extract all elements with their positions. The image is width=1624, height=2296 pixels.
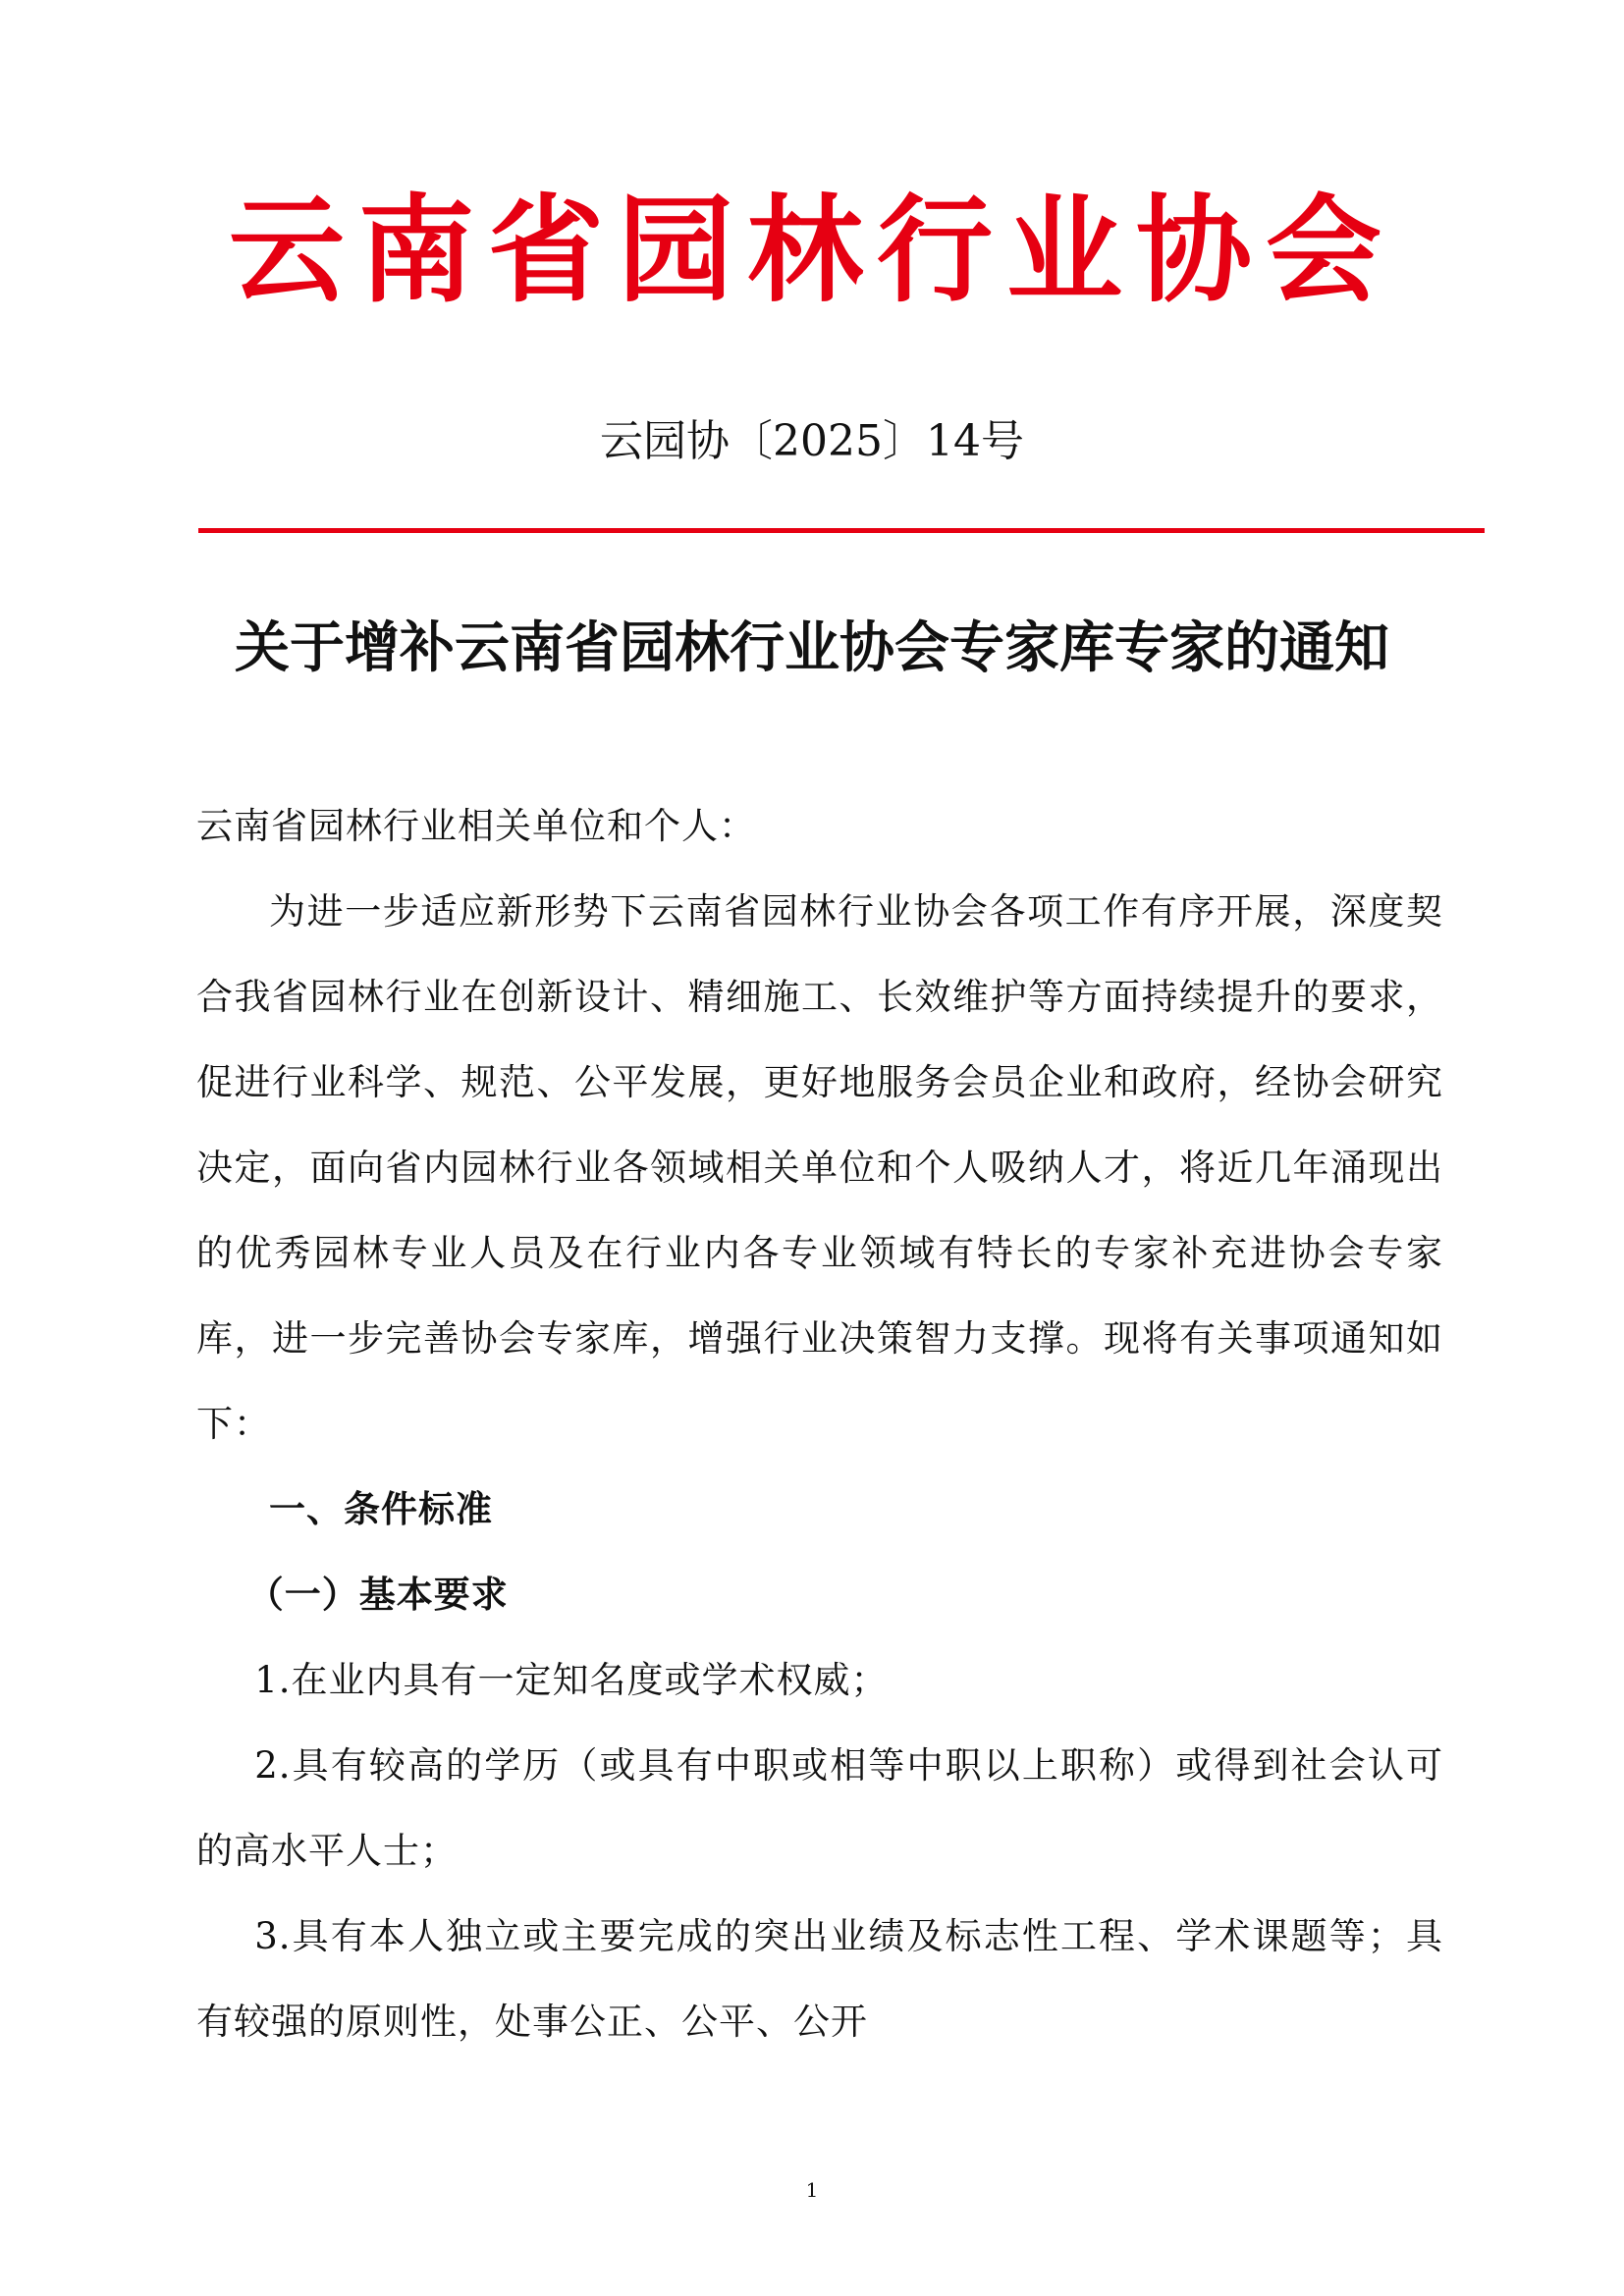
document-number: 云园协〔2025〕14号	[600, 416, 1024, 466]
red-divider-line	[198, 528, 1485, 533]
requirement-item-3: 3.具有本人独立或主要完成的突出业绩及标志性工程、学术课题等；具有较强的原则性，处事公正、公平、公开	[196, 1915, 1443, 2043]
requirement-item-1: 1.在业内具有一定知名度或学术权威；	[254, 1659, 889, 1701]
requirement-item-2: 2.具有较高的学历（或具有中职或相等中职以上职称）或得到社会认可的高水平人士；	[196, 1744, 1443, 1872]
page-number: 1	[805, 2178, 819, 2202]
salutation: 云南省园林行业相关单位和个人：	[196, 805, 756, 847]
notice-title: 关于增补云南省园林行业协会专家库专家的通知	[235, 615, 1389, 680]
intro-paragraph: 为进一步适应新形势下云南省园林行业协会各项工作有序开展，深度契合我省园林行业在创新设计、精细施工、长效维护等方面持续提升的要求，促进行业科学、规范、公平发展，更好地服务会员企业和政府，经协会研究决定，面向省内园林行业各领域相关单位和个人吸纳人才，将近几年涌现出的优秀园林专业人员及在行业内各专业领域有特长的专家补充进协会专家库，进一步完善协会专家库，增强行业决策智力支撑。现将有关事项通知如下：	[196, 890, 1443, 1445]
notice-body	[196, 783, 1443, 2064]
subsection-heading-basic-requirements: （一）基本要求	[246, 1574, 509, 1616]
section-heading-conditions: 一、条件标准	[269, 1488, 493, 1530]
organization-header: 云南省园林行业协会	[228, 183, 1395, 318]
